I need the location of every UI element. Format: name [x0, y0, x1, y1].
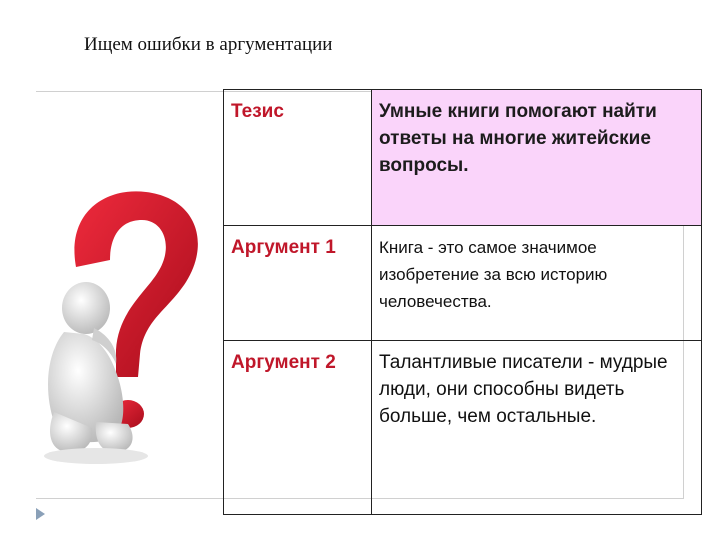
table-row-thesis [224, 90, 702, 226]
argument-2-label: Аргумент 2 [224, 341, 372, 515]
argument-2-text: Талантливые писатели - мудрые люди, они способны видеть больше, чем остальные. [372, 341, 702, 515]
next-slide-arrow-icon[interactable] [36, 508, 45, 520]
table-row-argument-1 [224, 226, 702, 341]
question-mark-thinking-figure-icon [36, 92, 222, 482]
thesis-label: Тезис [224, 90, 372, 226]
thesis-text: Умные книги помогают найти ответы на многие житейские вопросы. [372, 90, 702, 226]
argument-table [223, 89, 702, 515]
argument-1-label: Аргумент 1 [224, 226, 372, 341]
table-row-argument-2 [224, 341, 702, 515]
slide-title: Ищем ошибки в аргументации [84, 34, 333, 55]
argument-1-text: Книга - это самое значимое изобретение за всю историю человечества. [372, 226, 702, 341]
